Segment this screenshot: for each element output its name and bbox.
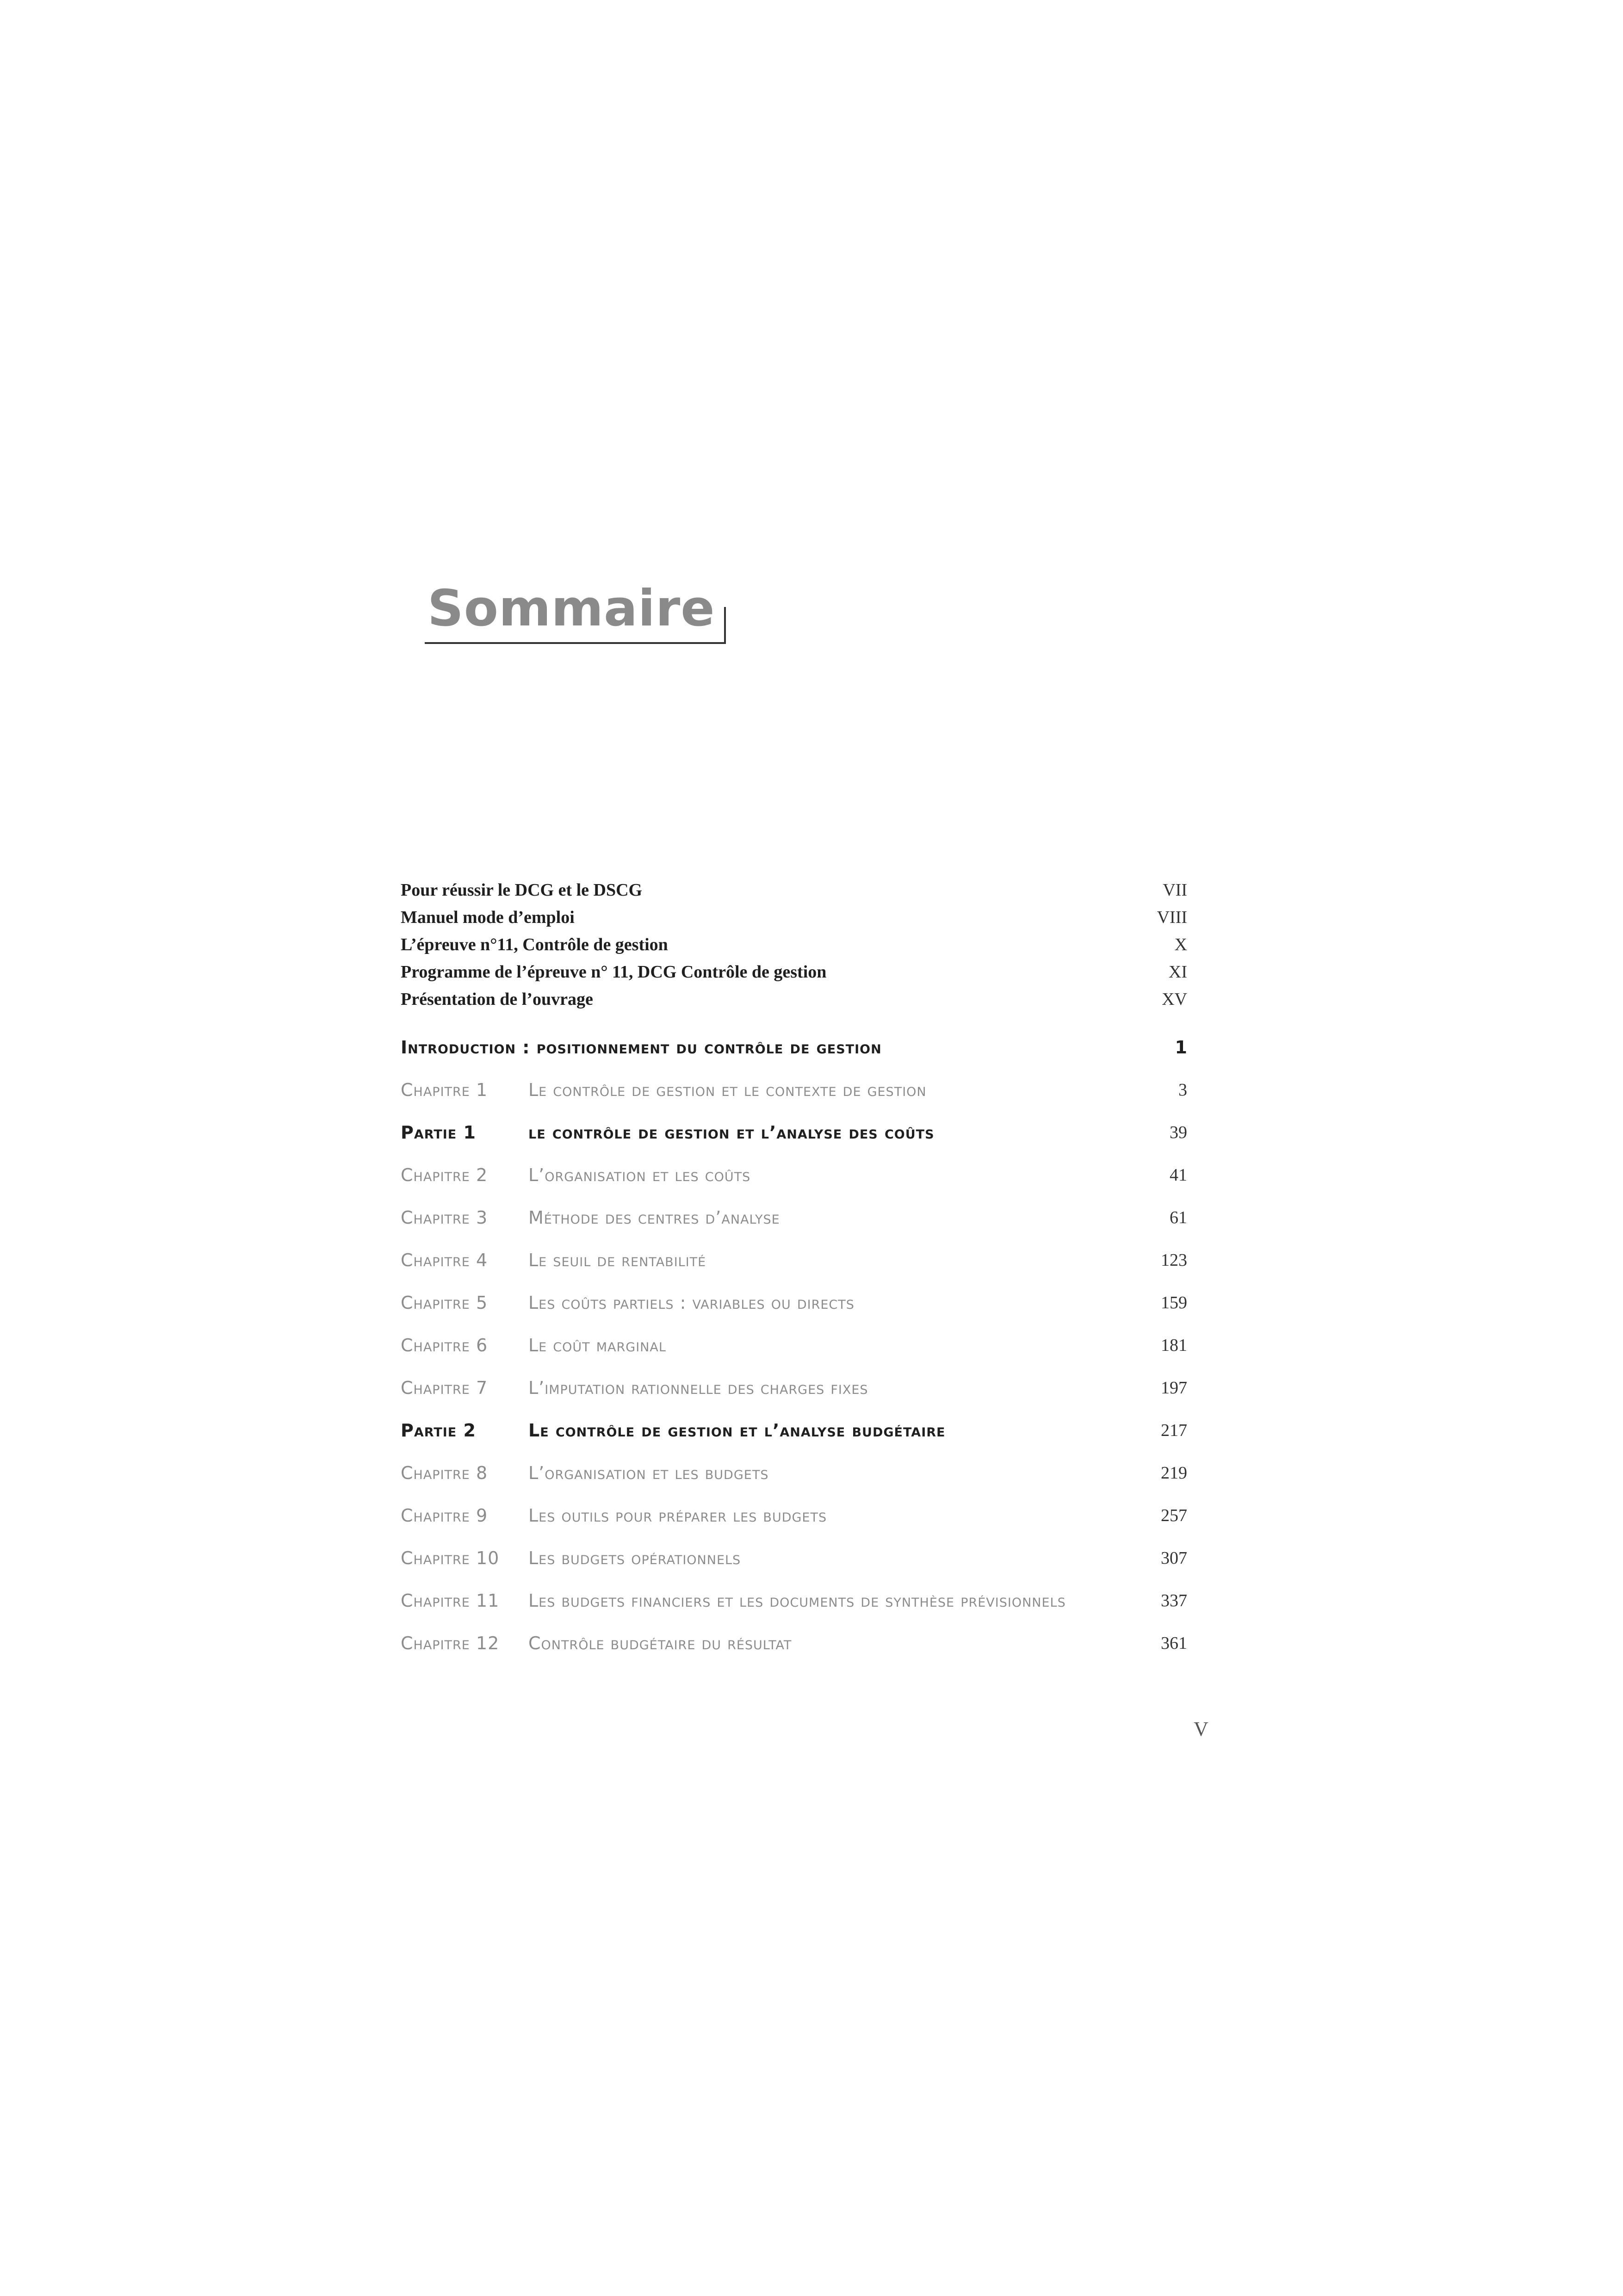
toc-chapter-1[interactable] <box>401 1069 1187 1111</box>
toc-chapter-title: L’imputation rationnelle des charges fixes <box>528 1378 868 1398</box>
toc-front-page: X <box>1174 935 1187 954</box>
toc-front-label: Manuel mode d’emploi <box>401 908 575 927</box>
toc-chapter-label: Chapitre 4 <box>401 1250 488 1270</box>
toc-chapter-6[interactable] <box>401 1324 1187 1367</box>
toc-chapter-label: Chapitre 7 <box>401 1378 488 1398</box>
toc-front-label: L’épreuve n°11, Contrôle de gestion <box>401 935 668 954</box>
toc-chapter-11[interactable] <box>401 1579 1187 1622</box>
table-of-contents <box>401 877 1187 1665</box>
toc-front-item[interactable] <box>401 904 1187 931</box>
toc-front-item[interactable] <box>401 959 1187 986</box>
toc-front-item[interactable] <box>401 931 1187 959</box>
toc-chapter-title: Les budgets financiers et les documents de synthèse prévisionnels <box>528 1590 1066 1611</box>
toc-chapter-label: Chapitre 3 <box>401 1207 488 1228</box>
toc-chapter-title: Le coût marginal <box>528 1335 666 1355</box>
toc-chapter-label: Chapitre 1 <box>401 1080 488 1100</box>
title-underline <box>425 642 726 644</box>
toc-chapter-4[interactable] <box>401 1239 1187 1281</box>
toc-part-1[interactable] <box>401 1111 1187 1154</box>
toc-chapter-label: Chapitre 2 <box>401 1165 488 1185</box>
page-title: Sommaire <box>427 580 715 637</box>
toc-chapter-title: Les outils pour préparer les budgets <box>528 1505 827 1526</box>
toc-chapter-page: 123 <box>1161 1250 1187 1270</box>
toc-chapter-page: 41 <box>1170 1165 1187 1185</box>
toc-chapter-7[interactable] <box>401 1367 1187 1409</box>
toc-part-page: 39 <box>1170 1123 1187 1142</box>
toc-chapter-label: Chapitre 9 <box>401 1505 488 1526</box>
toc-front-page: XI <box>1168 962 1187 982</box>
toc-chapter-9[interactable] <box>401 1494 1187 1537</box>
toc-chapter-title: Méthode des centres d’analyse <box>528 1207 780 1228</box>
page-title-block <box>425 580 719 639</box>
toc-chapter-page: 307 <box>1161 1548 1187 1568</box>
toc-introduction-title: Introduction : positionnement du contrôle de gestion <box>401 1037 882 1058</box>
toc-chapter-label: Chapitre 11 <box>401 1590 500 1611</box>
toc-front-page: XV <box>1162 990 1187 1009</box>
toc-chapter-title: L’organisation et les coûts <box>528 1165 751 1185</box>
toc-chapter-3[interactable] <box>401 1196 1187 1239</box>
toc-chapter-title: Contrôle budgétaire du résultat <box>528 1633 792 1653</box>
toc-chapter-page: 337 <box>1161 1591 1187 1610</box>
toc-chapter-8[interactable] <box>401 1452 1187 1494</box>
toc-front-page: VII <box>1163 880 1187 900</box>
toc-chapter-title: Les coûts partiels : variables ou directs <box>528 1293 855 1313</box>
toc-chapter-label: Chapitre 10 <box>401 1548 500 1568</box>
toc-chapter-title: L’organisation et les budgets <box>528 1463 769 1483</box>
toc-chapter-12[interactable] <box>401 1622 1187 1665</box>
toc-chapter-page: 159 <box>1161 1293 1187 1312</box>
toc-chapter-10[interactable] <box>401 1537 1187 1579</box>
toc-part-title: Le contrôle de gestion et l’analyse budgétaire <box>528 1420 946 1441</box>
toc-chapter-title: Les budgets opérationnels <box>528 1548 741 1568</box>
toc-chapter-label: Chapitre 5 <box>401 1293 488 1313</box>
toc-front-item[interactable] <box>401 986 1187 1013</box>
toc-chapter-page: 3 <box>1178 1080 1187 1100</box>
toc-part-2[interactable] <box>401 1409 1187 1452</box>
toc-chapter-page: 361 <box>1161 1634 1187 1653</box>
title-corner-rule <box>724 607 726 644</box>
toc-front-label: Présentation de l’ouvrage <box>401 990 593 1009</box>
toc-chapter-page: 257 <box>1161 1506 1187 1525</box>
toc-chapter-label: Chapitre 8 <box>401 1463 488 1483</box>
toc-part-page: 217 <box>1161 1421 1187 1440</box>
toc-introduction[interactable] <box>401 1026 1187 1069</box>
toc-chapter-page: 181 <box>1161 1336 1187 1355</box>
toc-part-title: le contrôle de gestion et l’analyse des coûts <box>528 1122 935 1143</box>
toc-chapter-5[interactable] <box>401 1281 1187 1324</box>
toc-front-item[interactable] <box>401 877 1187 904</box>
toc-front-label: Programme de l’épreuve n° 11, DCG Contrôle de gestion <box>401 962 827 982</box>
toc-chapter-2[interactable] <box>401 1154 1187 1196</box>
toc-chapter-page: 219 <box>1161 1463 1187 1483</box>
toc-chapter-page: 197 <box>1161 1378 1187 1398</box>
toc-chapter-title: Le seuil de rentabilité <box>528 1250 706 1270</box>
toc-chapter-label: Chapitre 6 <box>401 1335 488 1355</box>
toc-part-label: Partie 1 <box>401 1122 476 1143</box>
toc-front-page: VIII <box>1157 908 1187 927</box>
toc-part-label: Partie 2 <box>401 1420 476 1441</box>
toc-chapter-label: Chapitre 12 <box>401 1633 500 1653</box>
toc-chapter-page: 61 <box>1170 1208 1187 1227</box>
toc-front-label: Pour réussir le DCG et le DSCG <box>401 880 643 900</box>
toc-chapter-title: Le contrôle de gestion et le contexte de gestion <box>528 1080 927 1100</box>
page-number: V <box>1194 1718 1208 1740</box>
toc-introduction-page: 1 <box>1175 1037 1187 1058</box>
